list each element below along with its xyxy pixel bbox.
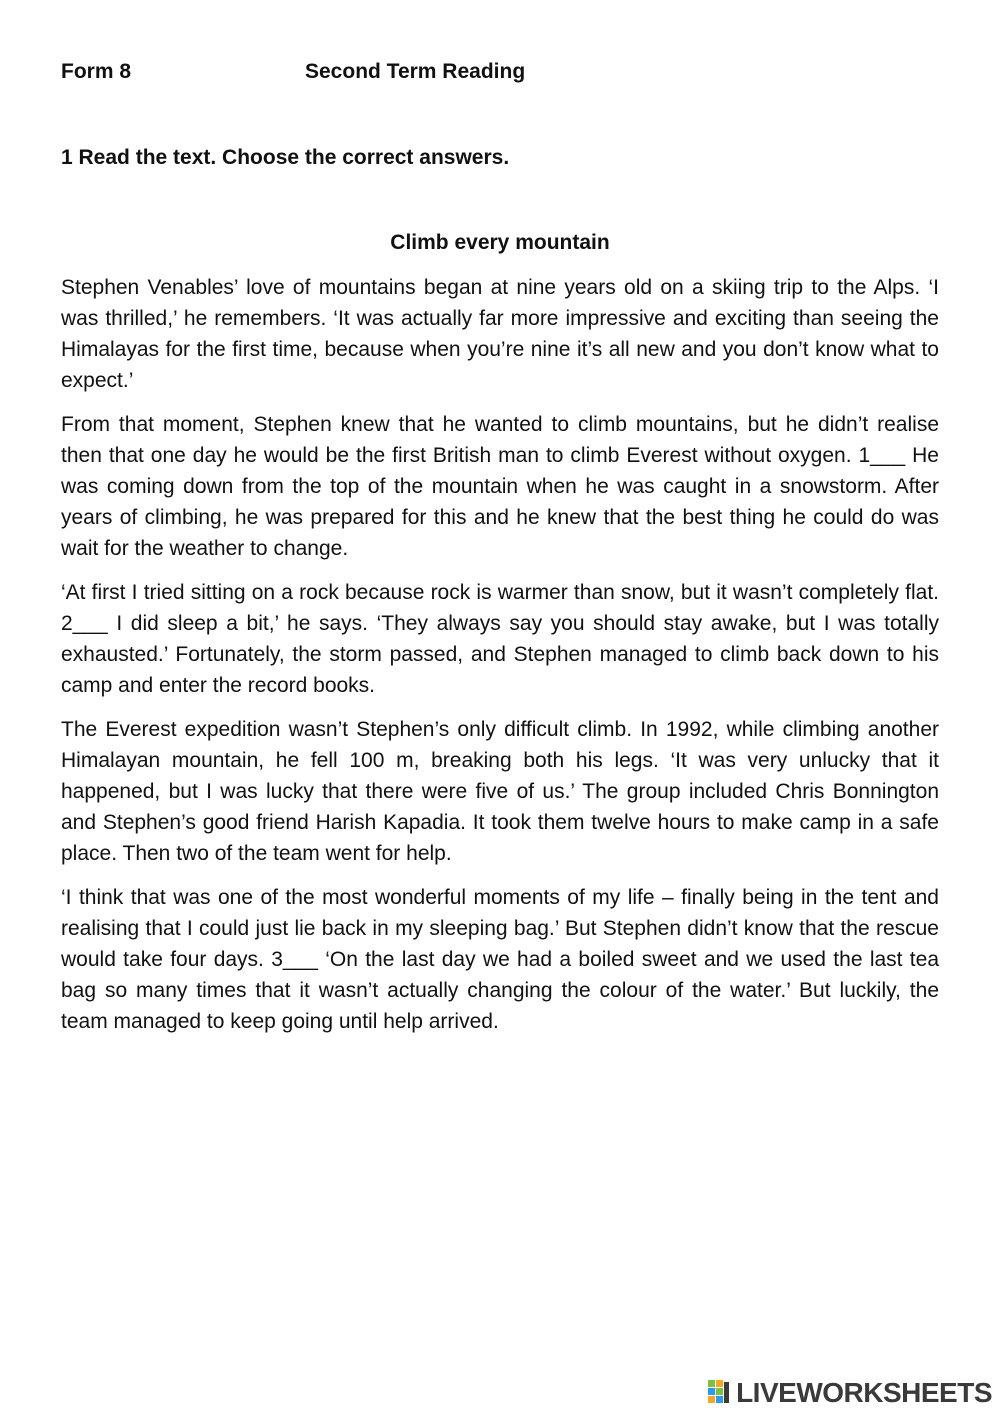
reading-passage <box>61 272 939 1050</box>
liveworksheets-logo-icon <box>708 1380 732 1406</box>
passage-paragraph-5: ‘I think that was one of the most wonderful moments of my life – finally being in the tent and realising that I could just lie back in my sleeping bag.’ But Stephen didn’t know that the rescue would take four days. 3___ ‘On the last day we had a boiled sweet and we used the last tea bag so many times that it wasn’t actually changing the colour of the water.’ But luckily, the team managed to keep going until help arrived. <box>61 886 939 1033</box>
form-label: Form 8 <box>61 60 132 83</box>
passage-paragraph-1: Stephen Venables’ love of mountains began at nine years old on a skiing trip to the Alps. ‘I was thrilled,’ he remembers. ‘It was actually far more impressive and exciting than seeing the Himalayas for the first time, because when you’re nine it’s all new and you don’t know what to expect.’ <box>61 276 939 392</box>
passage-paragraph-2: From that moment, Stephen knew that he wanted to climb mountains, but he didn’t realise then that one day he would be the first British man to climb Everest without oxygen. 1___ He was coming down from the top of the mountain when he was caught in a snowstorm. After years of climbing, he was prepared for this and he knew that the best thing he could do was wait for the weather to change. <box>61 413 939 560</box>
task-instruction: 1 Read the text. Choose the correct answers. <box>61 146 510 169</box>
term-label: Second Term Reading <box>305 60 526 83</box>
liveworksheets-logo <box>708 1377 992 1409</box>
passage-paragraph-4: The Everest expedition wasn’t Stephen’s only difficult climb. In 1992, while climbing another Himalayan mountain, he fell 100 m, breaking both his legs. ‘It was very unlucky that it happened, but I was lucky that there were five of us.’ The group included Chris Bonnington and Stephen’s good friend Harish Kapadia. It took them twelve hours to make camp in a safe place. Then two of the team went for help. <box>61 718 939 865</box>
passage-title: Climb every mountain <box>390 231 610 254</box>
liveworksheets-brand-text: LIVEWORKSHEETS <box>736 1377 992 1408</box>
passage-paragraph-3: ‘At first I tried sitting on a rock because rock is warmer than snow, but it wasn’t completely flat. 2___ I did sleep a bit,’ he says. ‘They always say you should stay awake, but I was totally exhausted.’ Fortunately, the storm passed, and Stephen managed to climb back down to his camp and enter the record books. <box>61 581 939 697</box>
